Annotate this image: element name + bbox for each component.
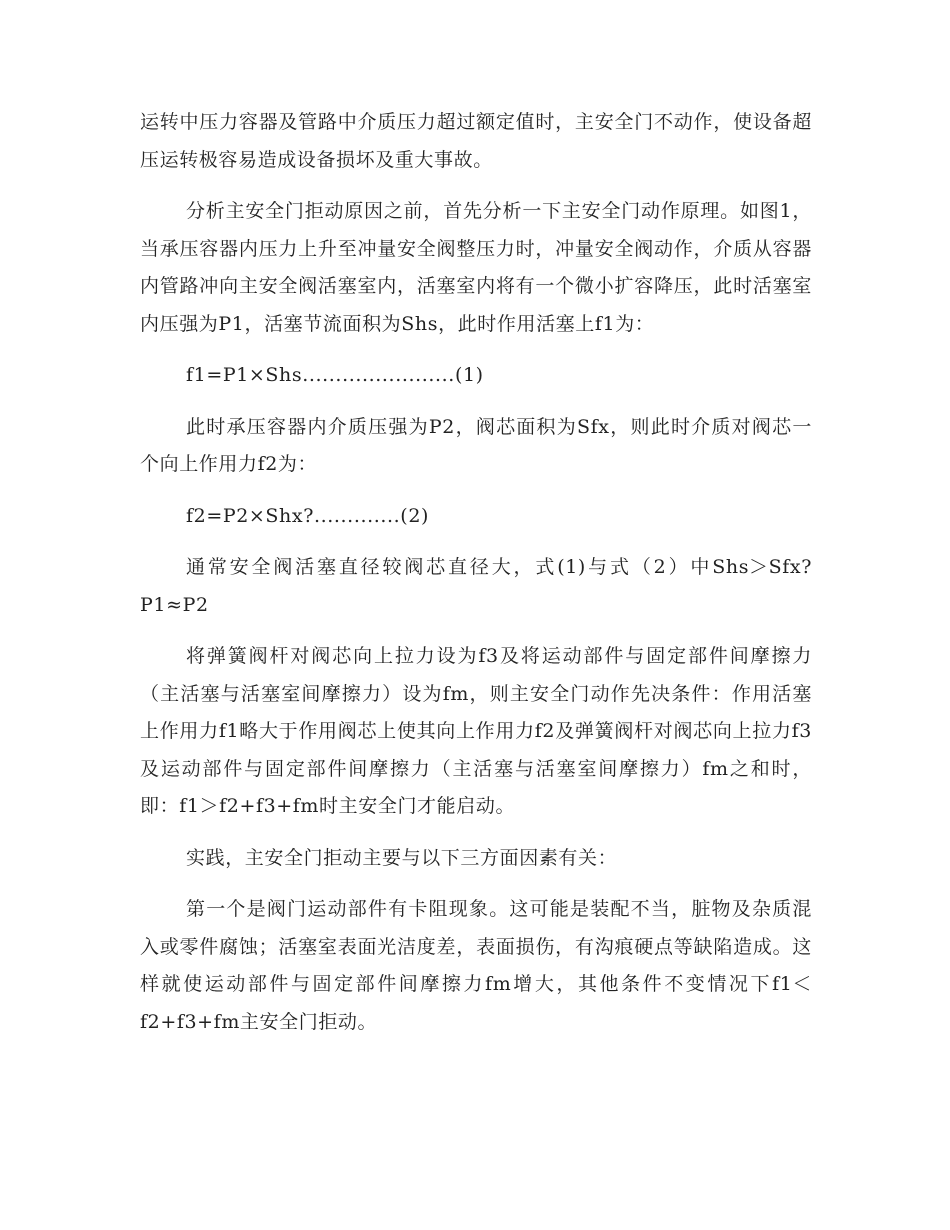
paragraph-4: 通常安全阀活塞直径较阀芯直径大，式(1)与式（2）中Shs＞Sfx?P1≈P2 bbox=[140, 556, 812, 616]
paragraph-7: 第一个是阀门运动部件有卡阻现象。这可能是装配不当，脏物及杂质混入或零件腐蚀；活塞室表面光洁度差，表面损伤，有沟痕硬点等缺陷造成。这样就使运动部件与固定部件间摩擦力fm增大，其他条件不变情况下f1＜f2+f3+fm主安全门拒动。 bbox=[140, 898, 812, 1033]
paragraph-6: 实践，主安全门拒动主要与以下三方面因素有关： bbox=[186, 846, 618, 869]
formula-2: f2=P2×Shx?.............(2) bbox=[186, 504, 430, 527]
paragraph-1: 运转中压力容器及管路中介质压力超过额定值时，主安全门不动作，使设备超压运转极容易造成设备损坏及重大事故。 bbox=[140, 111, 812, 171]
paragraph-5: 将弹簧阀杆对阀芯向上拉力设为f3及将运动部件与固定部件间摩擦力（主活塞与活塞室间摩擦力）设为fm，则主安全门动作先决条件：作用活塞上作用力f1略大于作用阀芯上使其向上作用力f2及弹簧阀杆对阀芯向上拉力f3及运动部件与固定部件间摩擦力（主活塞与活塞室间摩擦力）fm之和时，即：f1＞f2+f3+fm时主安全门才能启动。 bbox=[140, 645, 812, 817]
paragraph-2: 分析主安全门拒动原因之前，首先分析一下主安全门动作原理。如图1，当承压容器内压力上升至冲量安全阀整压力时，冲量安全阀动作，介质从容器内管路冲向主安全阀活塞室内，活塞室内将有一个微小扩容降压，此时活塞室内压强为P1，活塞节流面积为Shs，此时作用活塞上f1为： bbox=[140, 200, 812, 335]
formula-1: f1=P1×Shs.......................(1) bbox=[186, 364, 484, 386]
document-body bbox=[140, 104, 812, 1041]
paragraph-3: 此时承压容器内介质压强为P2，阀芯面积为Sfx，则此时介质对阀芯一个向上作用力f2为： bbox=[140, 415, 812, 475]
